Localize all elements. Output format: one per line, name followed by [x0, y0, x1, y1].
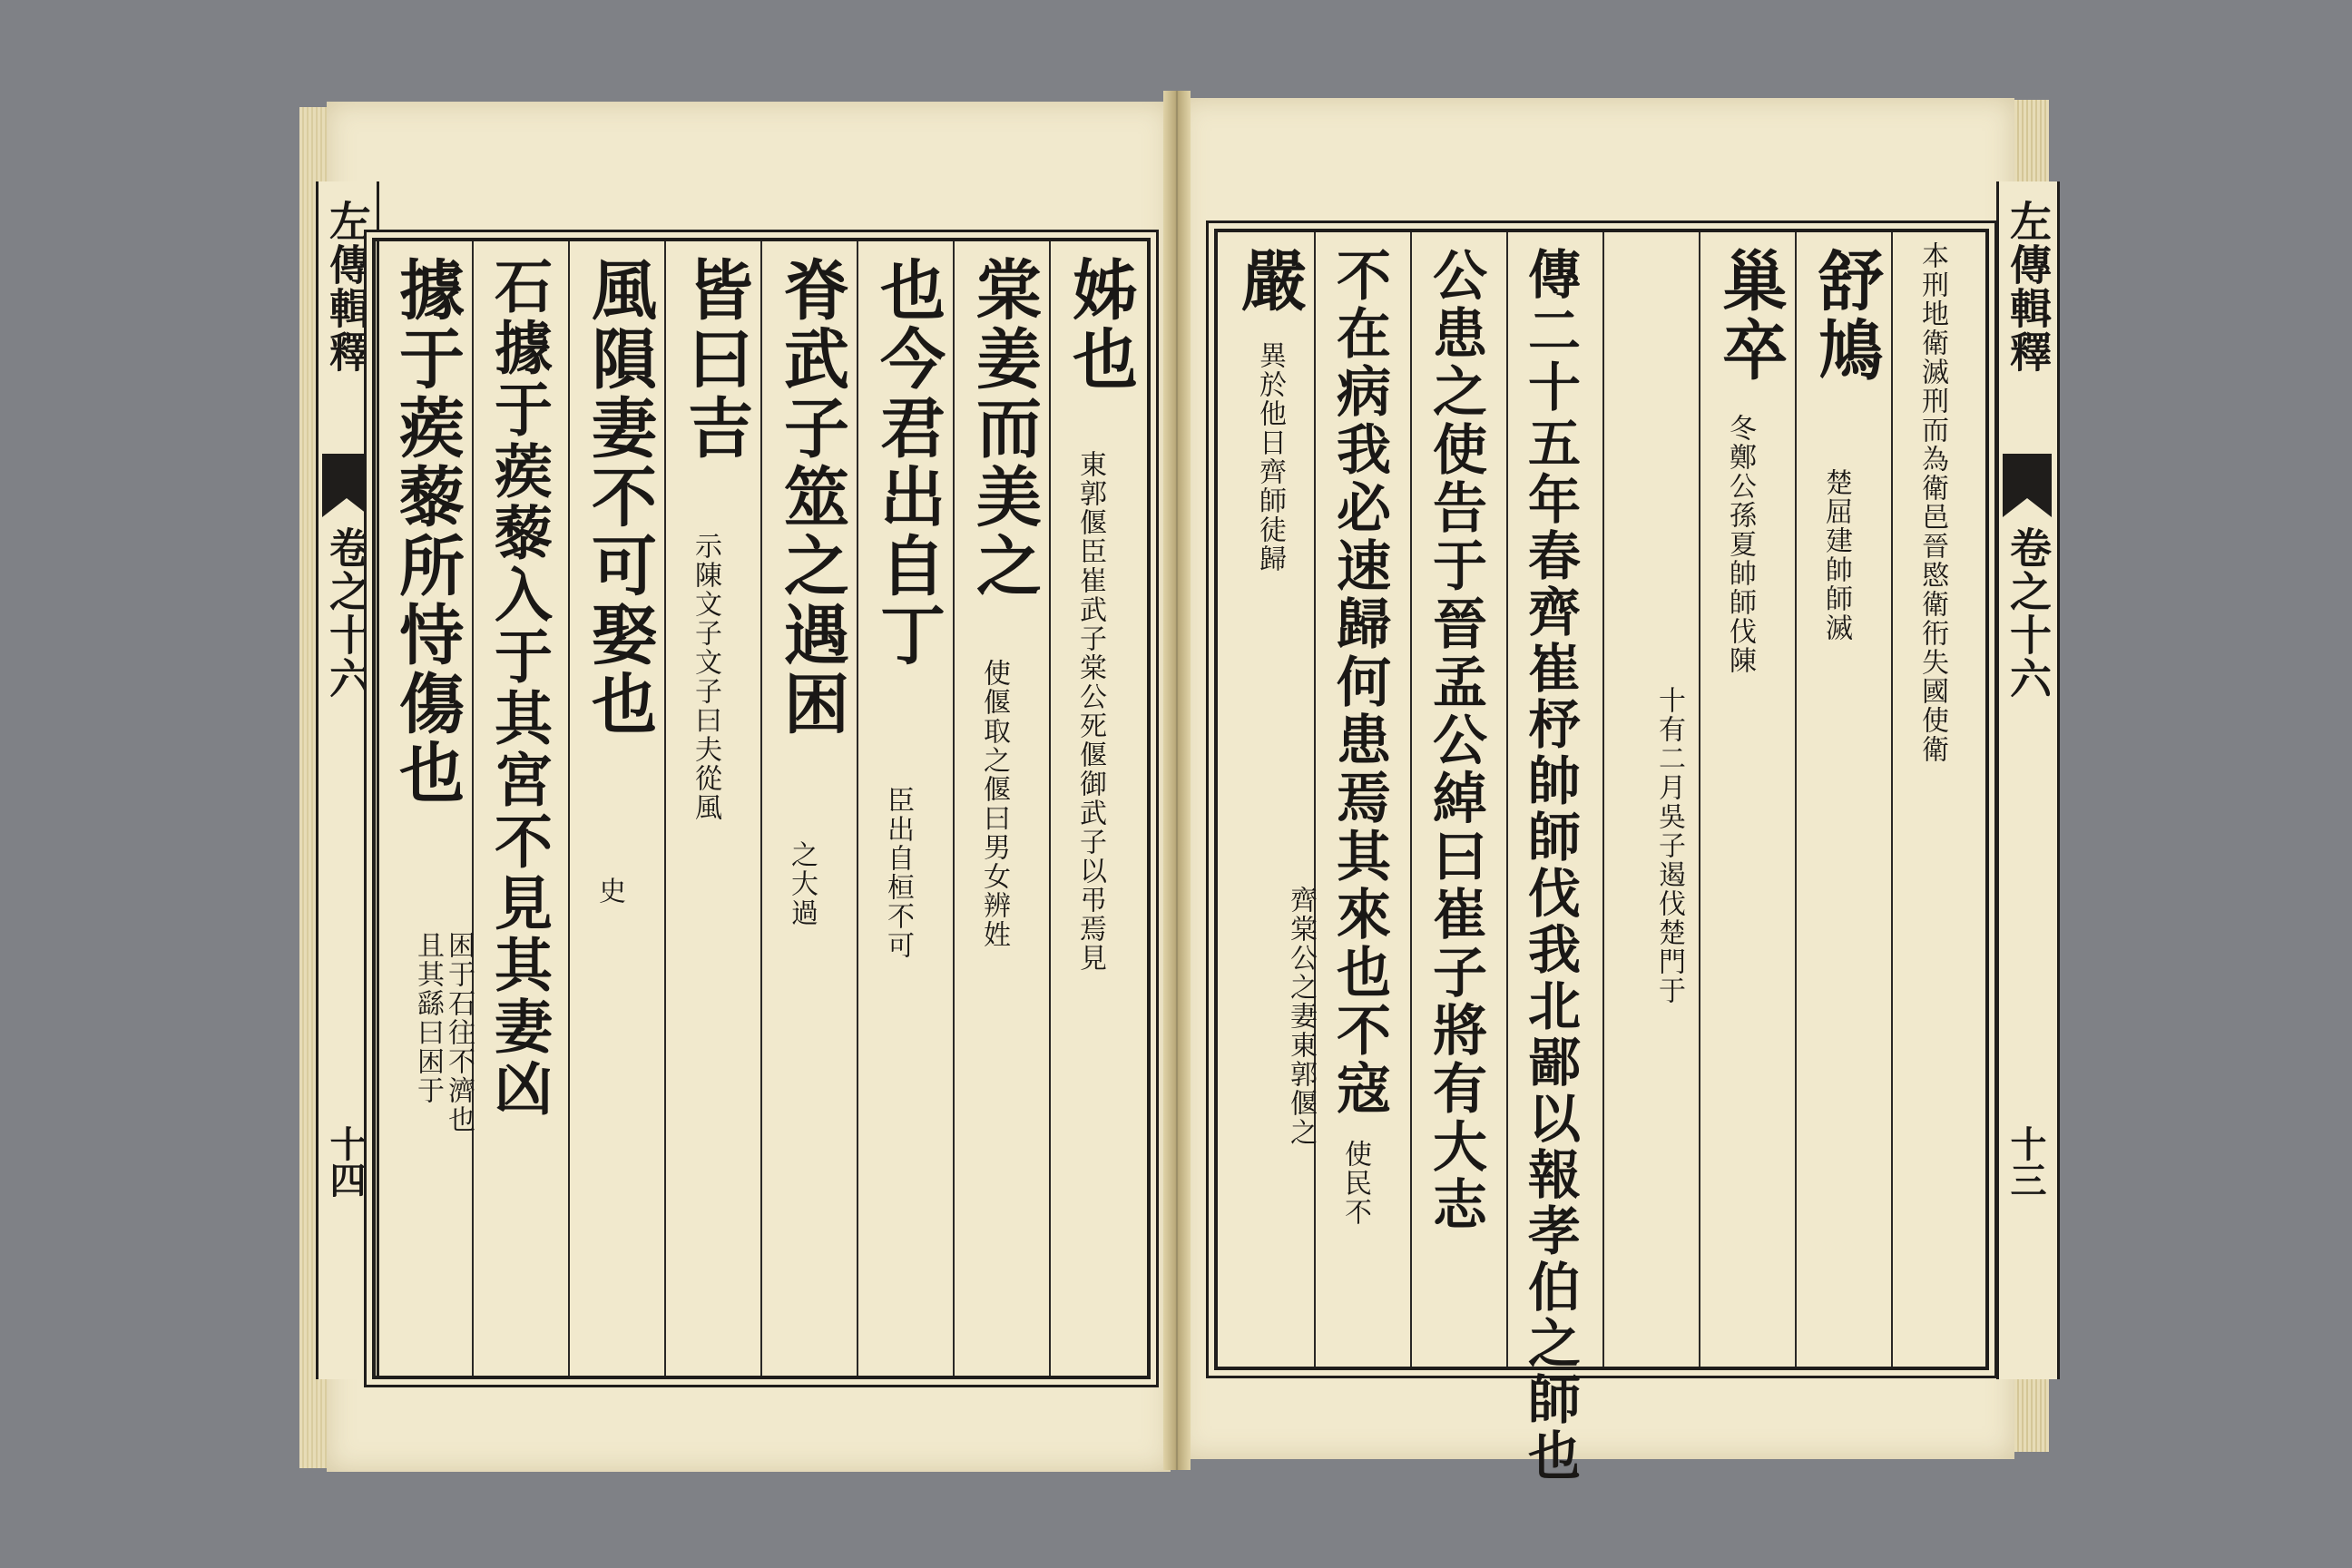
- text-column: 困于石往不濟也: [443, 931, 475, 1134]
- text-column: 冬鄭公孫夏帥師伐陳: [1724, 414, 1756, 675]
- text-column: 公患之使告于晉孟公綽曰崔子將有大志: [1424, 247, 1487, 1234]
- left-text-frame: [372, 238, 1151, 1379]
- text-column: 不在病我必速歸何患焉其來也不寇: [1328, 247, 1391, 1118]
- text-column: 齊棠公之妻東郭偃之: [1285, 886, 1317, 1147]
- right-page-number: 十三: [2004, 1125, 2047, 1198]
- text-column: 使偃取之偃曰男女辨姓: [978, 659, 1010, 949]
- text-column: 也今君出自丁: [869, 256, 946, 670]
- right-banxin-volume: 卷之十六: [2004, 526, 2053, 701]
- text-column: 史: [593, 877, 625, 906]
- column-rule: [664, 241, 666, 1376]
- left-page-number: 十四: [324, 1125, 367, 1198]
- column-rule: [953, 241, 955, 1376]
- right-text-frame: [1214, 229, 1989, 1485]
- column-rule: [1699, 232, 1700, 1367]
- text-column: 風隕妻不可娶也: [581, 256, 658, 739]
- fishtail-mark-icon: [2003, 454, 2052, 517]
- text-column: 姊也: [1062, 256, 1139, 394]
- column-rule: [1314, 232, 1316, 1367]
- column-rule: [760, 241, 762, 1376]
- left-page-margin-column: [316, 181, 379, 1379]
- text-column: 據于蒺藜所恃傷也: [388, 256, 466, 808]
- text-column: 示陳文子文子曰夫從風: [690, 532, 721, 822]
- left-banxin-title: 左傳輯釋: [323, 200, 372, 374]
- text-column: 楚屈建帥師滅: [1820, 468, 1852, 642]
- column-rule: [1410, 232, 1412, 1367]
- fishtail-mark-icon: [322, 454, 371, 517]
- column-rule: [568, 241, 570, 1376]
- column-rule: [1049, 241, 1051, 1376]
- column-rule: [1795, 232, 1797, 1367]
- text-column: 使民不: [1339, 1140, 1371, 1227]
- text-column: 異於他日齊師徒歸: [1254, 341, 1286, 573]
- text-column: 石據于蒺藜入于其宮不見其妻凶: [485, 256, 553, 1120]
- text-column: 本刑地衛滅刑而為衛邑晉愍衛衎失國使衛: [1916, 241, 1948, 764]
- text-column: 東郭偃臣崔武子棠公死偃御武子以弔焉見: [1074, 450, 1106, 973]
- text-column: 之大過: [786, 840, 818, 927]
- left-banxin-volume: 卷之十六: [323, 526, 372, 701]
- text-column: 舒鳩: [1808, 247, 1885, 385]
- column-rule: [472, 241, 474, 1376]
- column-rule: [1602, 232, 1604, 1367]
- text-column: 且其繇曰困于: [412, 931, 444, 1105]
- text-column: 皆曰吉: [677, 256, 754, 463]
- text-column: 十有二月吳子遏伐楚門于: [1653, 686, 1685, 1005]
- text-column: 脊武子筮之遇困: [773, 256, 850, 739]
- text-column: 傳二十五年春齊崔杼帥師伐我北鄙以報孝伯之師也: [1519, 247, 1581, 1485]
- right-page-margin-column: [1996, 181, 2060, 1379]
- text-column: 巢卒: [1711, 247, 1788, 385]
- text-column: 棠姜而美之: [965, 256, 1043, 601]
- column-rule: [857, 241, 858, 1376]
- column-rule: [1891, 232, 1893, 1367]
- column-rule: [1506, 232, 1508, 1367]
- right-banxin-title: 左傳輯釋: [2004, 200, 2053, 374]
- text-column: 臣出自桓不可: [882, 786, 914, 960]
- text-column: 嚴: [1230, 247, 1308, 316]
- book-gutter: [1163, 91, 1191, 1470]
